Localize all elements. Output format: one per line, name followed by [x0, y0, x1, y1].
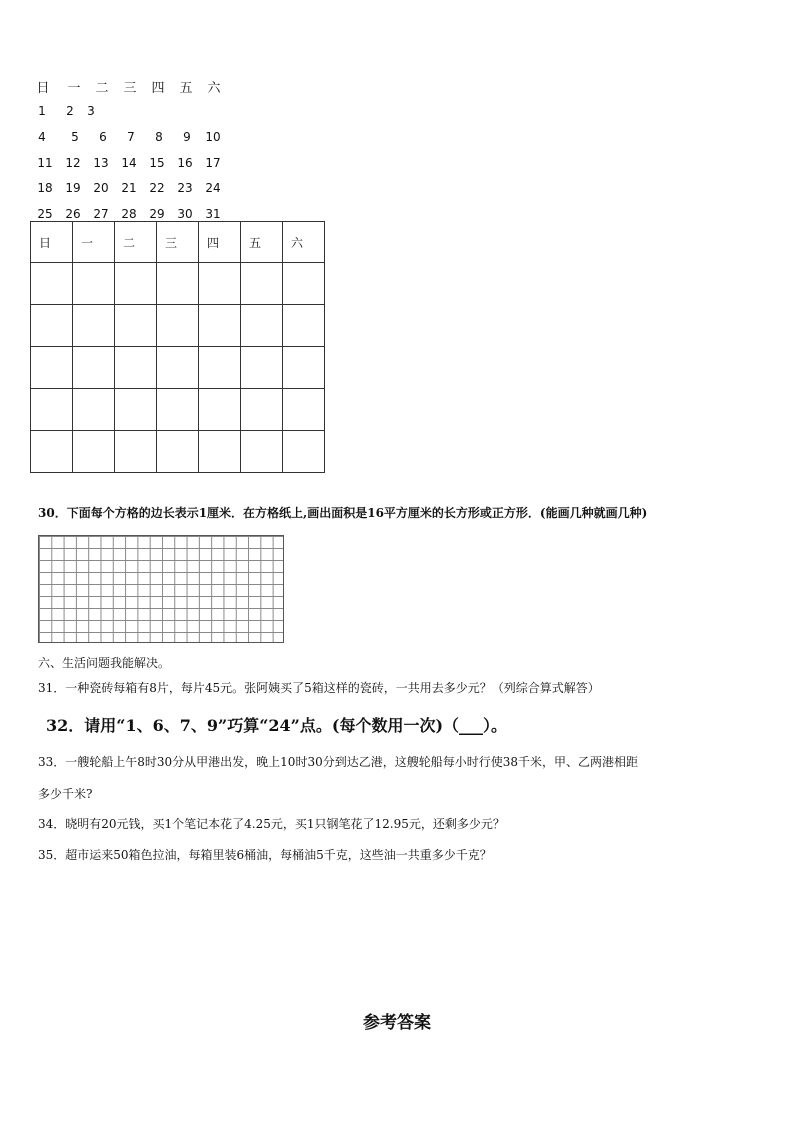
table-row	[31, 305, 325, 347]
calendar-day: 30	[177, 207, 193, 221]
calendar-day: 21	[121, 181, 137, 195]
blank-cell[interactable]	[115, 389, 157, 431]
blank-cell[interactable]	[199, 389, 241, 431]
blank-cell[interactable]	[31, 431, 73, 473]
table-header-cell: 日	[31, 222, 73, 263]
blank-cell[interactable]	[115, 305, 157, 347]
calendar-day: 29	[149, 207, 165, 221]
weekday: 六	[207, 81, 221, 96]
calendar-day: 27	[93, 207, 109, 221]
calendar-day: 6	[99, 130, 107, 144]
table-header-cell: 六	[283, 222, 325, 263]
calendar-day: 24	[205, 181, 221, 195]
calendar-day: 5	[71, 130, 79, 144]
blank-cell[interactable]	[241, 347, 283, 389]
calendar-day: 31	[205, 207, 221, 221]
blank-cell[interactable]	[199, 263, 241, 305]
table-row	[31, 347, 325, 389]
question-31: 31．一种瓷砖每箱有8片，每片45元。张阿姨买了5箱这样的瓷砖，一共用去多少元？（列综合算式解答）	[38, 681, 600, 695]
blank-cell[interactable]	[31, 305, 73, 347]
blank-cell[interactable]	[157, 389, 199, 431]
calendar-day: 16	[177, 156, 193, 170]
blank-cell[interactable]	[31, 389, 73, 431]
section-6-heading: 六、生活问题我能解决。	[38, 656, 171, 670]
grid-paper[interactable]	[38, 535, 284, 643]
calendar-day: 20	[93, 181, 109, 195]
weekday: 日	[36, 81, 50, 96]
blank-cell[interactable]	[157, 263, 199, 305]
calendar-day: 17	[205, 156, 221, 170]
calendar-day: 8	[155, 130, 163, 144]
table-header-cell: 一	[73, 222, 115, 263]
table-row	[31, 431, 325, 473]
calendar-day: 11	[37, 156, 53, 170]
calendar-day: 23	[177, 181, 193, 195]
calendar-day: 3	[87, 104, 95, 118]
calendar-day: 7	[127, 130, 135, 144]
blank-cell[interactable]	[73, 305, 115, 347]
blank-cell[interactable]	[199, 305, 241, 347]
blank-cell[interactable]	[115, 263, 157, 305]
blank-cell[interactable]	[157, 431, 199, 473]
calendar-day: 19	[65, 181, 81, 195]
question-35: 35．超市运来50箱色拉油，每箱里装6桶油，每桶油5千克，这些油一共重多少千克？	[38, 848, 492, 862]
blank-cell[interactable]	[73, 431, 115, 473]
weekday: 二	[95, 81, 109, 96]
calendar-day: 1	[38, 104, 46, 118]
table-header-cell: 三	[157, 222, 199, 263]
table-row	[31, 389, 325, 431]
weekday: 四	[151, 81, 165, 96]
calendar-day: 25	[37, 207, 53, 221]
blank-cell[interactable]	[199, 347, 241, 389]
question-32: 32．请用“1、6、7、9”巧算“24”点。(每个数用一次)（___）。	[46, 716, 508, 735]
question-33-line-2: 多少千米?	[38, 787, 93, 801]
blank-cell[interactable]	[31, 263, 73, 305]
calendar-day: 9	[183, 130, 191, 144]
blank-cell[interactable]	[283, 263, 325, 305]
blank-calendar-table	[30, 221, 325, 473]
weekday: 三	[123, 81, 137, 96]
table-header-row	[31, 222, 325, 263]
calendar-day: 15	[149, 156, 165, 170]
table-header-cell: 二	[115, 222, 157, 263]
table-header-cell: 四	[199, 222, 241, 263]
calendar-day: 4	[38, 130, 46, 144]
blank-cell[interactable]	[241, 305, 283, 347]
table-row	[31, 263, 325, 305]
blank-cell[interactable]	[115, 431, 157, 473]
blank-cell[interactable]	[199, 431, 241, 473]
blank-cell[interactable]	[157, 347, 199, 389]
blank-cell[interactable]	[73, 389, 115, 431]
blank-cell[interactable]	[241, 431, 283, 473]
calendar-day: 22	[149, 181, 165, 195]
calendar-day: 13	[93, 156, 109, 170]
weekday: 一	[67, 81, 81, 96]
blank-cell[interactable]	[283, 389, 325, 431]
weekday: 五	[179, 81, 193, 96]
blank-cell[interactable]	[73, 263, 115, 305]
blank-cell[interactable]	[241, 389, 283, 431]
question-30: 30．下面每个方格的边长表示1厘米．在方格纸上,画出面积是16平方厘米的长方形或正方形．(能画几种就画几种)	[38, 506, 648, 520]
calendar-day: 28	[121, 207, 137, 221]
calendar-day: 2	[66, 104, 74, 118]
blank-cell[interactable]	[115, 347, 157, 389]
blank-cell[interactable]	[241, 263, 283, 305]
table-header-cell: 五	[241, 222, 283, 263]
calendar-day: 12	[65, 156, 81, 170]
blank-cell[interactable]	[73, 347, 115, 389]
answer-section-title: 参考答案	[363, 1013, 431, 1033]
calendar-day: 18	[37, 181, 53, 195]
question-33-line-1: 33．一艘轮船上午8时30分从甲港出发，晚上10时30分到达乙港，这艘轮船每小时行使38千米，甲、乙两港相距	[38, 755, 638, 769]
blank-cell[interactable]	[283, 347, 325, 389]
blank-cell[interactable]	[31, 347, 73, 389]
blank-cell[interactable]	[283, 305, 325, 347]
blank-cell[interactable]	[157, 305, 199, 347]
calendar-day: 26	[65, 207, 81, 221]
question-34: 34．晓明有20元钱，买1个笔记本花了4.25元，买1只钢笔花了12.95元，还剩多少元？	[38, 817, 505, 831]
calendar-day: 10	[205, 130, 221, 144]
calendar-day: 14	[121, 156, 137, 170]
blank-cell[interactable]	[283, 431, 325, 473]
